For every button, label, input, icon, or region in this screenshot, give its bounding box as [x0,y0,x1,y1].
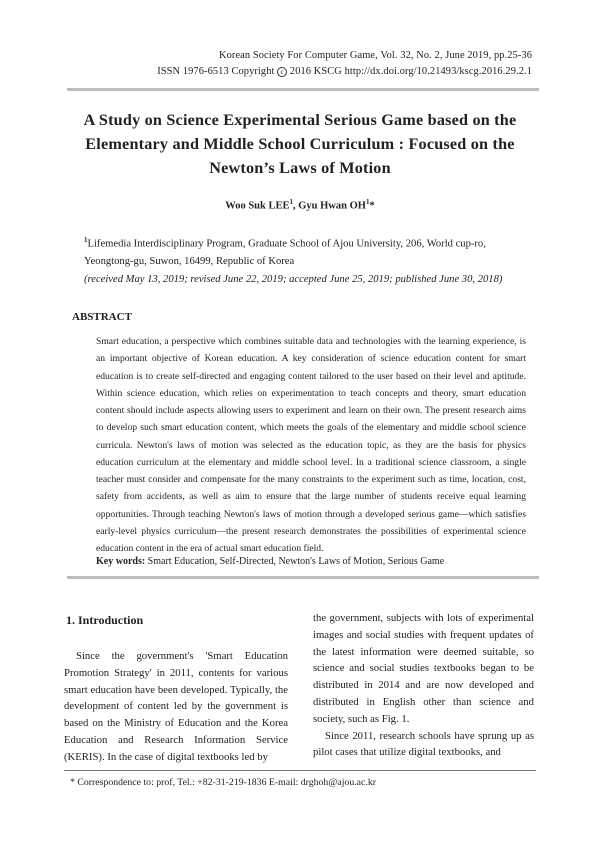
journal-citation: Korean Society For Computer Game, Vol. 32, No. 2, June 2019, pp.25-36 [218,50,532,61]
affiliation-text: Lifemedia Interdisciplinary Program, Graduate School of Ajou University, 206, World cup-ro, Yeongtong-gu, Suwon, 16499, Republic of Korea [84,238,486,268]
body-paragraph: Since the government's 'Smart Education Promotion Strategy' in 2011, contents for various smart education have been developed. Typically, the development of content led by the government is based on the Ministry of Education and the Korea Education and Research Information Service (KERIS). In the case of digital textbooks led by [64,650,288,763]
abstract-heading: ABSTRACT [72,311,132,323]
journal-issn-doi [157,64,532,80]
author-name: Woo Suk LEE [225,200,290,212]
section-heading [66,613,143,628]
correspondence-footnote: * Correspondence to: prof, Tel.: +82-31-219-1836 E-mail: drghoh@ajou.ac.kr [70,777,376,788]
journal-header [157,48,532,80]
author-affil-mark: 1 [289,198,293,206]
right-column [313,610,534,761]
year-doi: 2016 KSCG http://dx.doi.org/10.21493/kscg.2016.29.2.1 [289,66,532,77]
affiliation-block [84,232,524,288]
author-separator: , [293,200,299,212]
header-divider [67,88,539,91]
keywords-label: Key words: [96,556,146,567]
keywords-text: Smart Education, Self-Directed, Newton's Laws of Motion, Serious Game [147,556,445,567]
affiliation-mark: 1 [84,236,88,244]
footnote-divider [64,770,536,771]
abstract-text: Smart education, a perspective which combines suitable data and technologies with the learning experience, is an important objective of Korean education. A key consideration of science education content for smart education is to create self-directed and engaging content tailored to the user based on their level and aptitude. Within science education, which relies on experimentation to teach concepts and theory, smart education content should include aspects allowing users to experiment and learn on their own. The present research aims to develop such smart education content, which meets the goals of the elementary and middle school science curricula. Newton's laws of motion was selected as the education topic, as they are the basis for physics education curriculum at the elementary and middle school level. In a traditional science classroom, a single teacher must consider and compensate for the many constraints to the experiment such as time, location, cost, safety from accidents, as well as aim to ensure that the large number of students receive equal learning opportunities. Through teaching Newton's laws of motion through a developed serious game—which satisfies early-level physics curriculum—the present research demonstrates the possibilities of experimental science education content in the era of actual smart education field. [96,336,526,554]
copyright-icon: c [277,67,287,77]
paper-title: A Study on Science Experimental Serious Game based on the Elementary and Middle School Curriculum : Focused on the Newton’s Laws of Motion [83,111,517,177]
author-affil-mark: 1 [365,198,370,206]
section-number: 1. [66,613,75,627]
keywords [96,556,444,567]
corresponding-mark: * [369,200,375,212]
author-name: Gyu Hwan OH [298,200,366,212]
author-list [0,198,600,212]
issn-copyright: ISSN 1976-6513 Copyright [157,66,275,77]
keywords-divider [67,576,539,579]
received-dates: (received May 13, 2019; revised June 22, 2019; accepted June 25, 2019; published June 30, 2018) [84,273,503,285]
left-column [64,648,288,766]
body-paragraph: Since 2011, research schools have sprung up as pilot cases that utilize digital textbooks, and [313,729,534,759]
body-paragraph: the government, subjects with lots of experimental images and social studies with frequent updates of the latest information were deemed suitable, so science and social studies textbooks began to be distributed in 2014 and are now developed and distributed in English other than science and society, such as Fig. 1. [313,612,534,725]
section-title: Introduction [78,613,144,627]
